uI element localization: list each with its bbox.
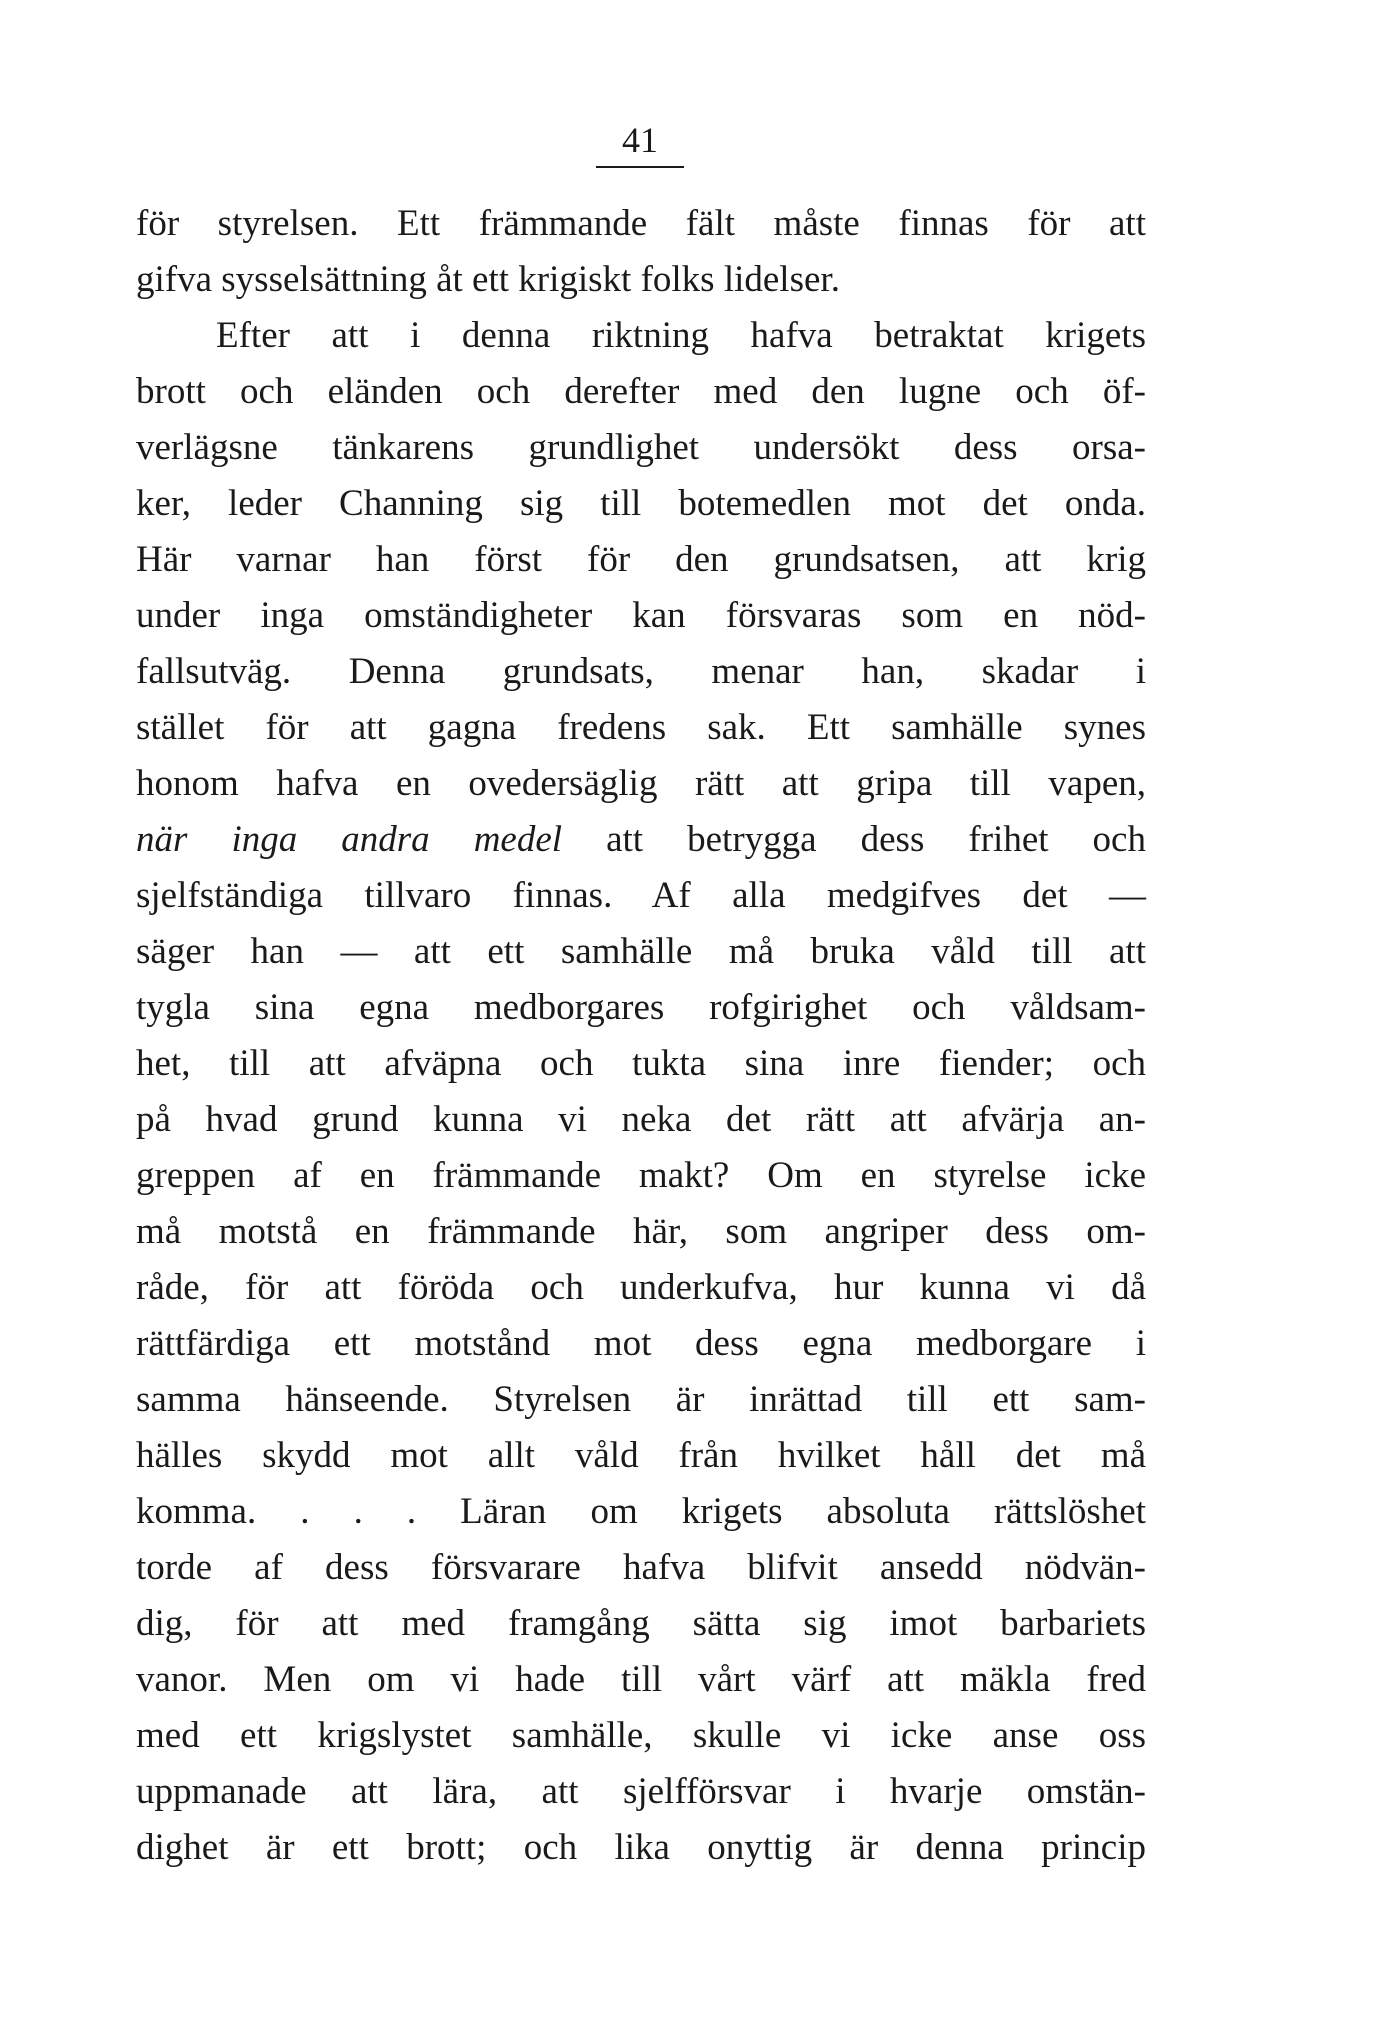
text-line: med ett krigslystet samhälle, skulle vi icke anse oss [136,1715,1146,1756]
text-line: Här varnar han först för den grundsatsen, att krig [136,539,1146,580]
page-number-rule [596,166,684,168]
text-line: för styrelsen. Ett främmande fält måste finnas för att [136,203,1146,244]
text-line: sjelfständiga tillvaro finnas. Af alla medgifves det — [136,875,1146,916]
italic-phrase: när inga andra medel [136,819,563,860]
text-line: gifva sysselsättning åt ett krigiskt folks lidelser. [136,259,840,300]
text-line: under inga omständigheter kan försvaras som en nöd- [136,595,1146,636]
text-line: komma. . . . Läran om krigets absoluta rättslöshet [136,1491,1146,1532]
text-line [136,812,1146,868]
text-line: verlägsne tänkarens grundlighet undersökt dess orsa- [136,427,1146,468]
text-line: ker, leder Channing sig till botemedlen mot det onda. [136,483,1146,524]
text-line: säger han — att ett samhälle må bruka våld till att [136,931,1146,972]
text-line: råde, för att föröda och underkufva, hur kunna vi då [136,1267,1146,1308]
text-line: stället för att gagna fredens sak. Ett samhälle synes [136,707,1146,748]
text-line: greppen af en främmande makt? Om en styrelse icke [136,1155,1146,1196]
text-line: vanor. Men om vi hade till vårt värf att mäkla fred [136,1659,1146,1700]
text-line: rättfärdiga ett motstånd mot dess egna medborgare i [136,1323,1146,1364]
text-line: tygla sina egna medborgares rofgirighet och våldsam- [136,987,1146,1028]
text-line: Efter att i denna riktning hafva betraktat krigets [216,315,1146,356]
text-line: dighet är ett brott; och lika onyttig är denna princip [136,1827,1146,1868]
text-line: samma hänseende. Styrelsen är inrättad till ett sam- [136,1379,1146,1420]
text-line: het, till att afväpna och tukta sina inre fiender; och [136,1043,1146,1084]
text-line: honom hafva en ovedersäglig rätt att gripa till vapen, [136,763,1146,804]
text-line: må motstå en främmande här, som angriper dess om- [136,1211,1146,1252]
text-line: på hvad grund kunna vi neka det rätt att afvärja an- [136,1099,1146,1140]
text-line: hälles skydd mot allt våld från hvilket håll det må [136,1435,1146,1476]
text-line: uppmanade att lära, att sjelfförsvar i hvarje omstän- [136,1771,1146,1812]
text-line: brott och eländen och derefter med den lugne och öf- [136,371,1146,412]
text-line: fallsutväg. Denna grundsats, menar han, skadar i [136,651,1146,692]
text-line: dig, för att med framgång sätta sig imot barbariets [136,1603,1146,1644]
text-fragment: att betrygga dess frihet och [562,819,1146,860]
page-number: 41 [622,120,658,160]
text-line: torde af dess försvarare hafva blifvit ansedd nödvän- [136,1547,1146,1588]
body-text [136,196,1146,1876]
